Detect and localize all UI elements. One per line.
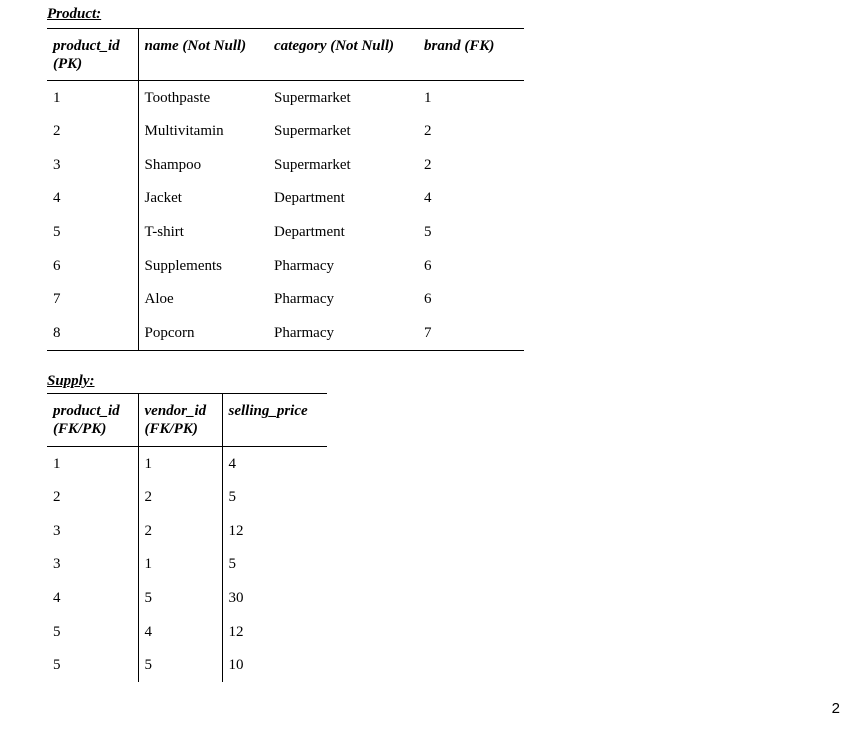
table-row <box>47 615 327 649</box>
supply-header-vendor-id: vendor_id (FK/PK) <box>138 394 222 447</box>
table-cell: 5 <box>138 581 222 615</box>
table-cell: 2 <box>138 480 222 514</box>
table-cell: 2 <box>53 123 61 140</box>
product-header-brand: brand (FK) <box>424 38 495 54</box>
table-cell: 10 <box>222 649 327 683</box>
table-cell: 2 <box>53 489 61 506</box>
table-cell: 8 <box>53 324 61 341</box>
table-row <box>47 249 524 283</box>
table-row <box>47 649 327 683</box>
table-cell: Department <box>274 224 345 241</box>
table-cell: Pharmacy <box>274 291 334 308</box>
table-row <box>47 480 327 514</box>
product-header-name: name (Not Null) <box>138 29 268 81</box>
product-header-row <box>47 29 524 81</box>
supply-header-row <box>47 394 327 447</box>
table-cell: 1 <box>53 455 61 472</box>
table-cell: Toothpaste <box>138 81 268 115</box>
table-cell: 5 <box>222 480 327 514</box>
table-cell: 30 <box>222 581 327 615</box>
product-header-product-id: product_id (PK) <box>53 38 120 72</box>
table-cell: Supermarket <box>274 89 351 106</box>
table-row <box>47 182 524 216</box>
table-cell: Pharmacy <box>274 324 334 341</box>
table-cell: 2 <box>138 514 222 548</box>
table-cell: Supplements <box>138 249 268 283</box>
table-cell: 5 <box>53 623 61 640</box>
product-header-category: category (Not Null) <box>274 38 394 54</box>
table-cell: 1 <box>138 548 222 582</box>
table-cell: 12 <box>222 615 327 649</box>
supply-header-selling-price: selling_price <box>222 394 327 447</box>
table-cell: Department <box>274 190 345 207</box>
table-cell: 1 <box>138 447 222 481</box>
table-cell: 5 <box>424 224 432 241</box>
table-cell: 1 <box>53 89 61 106</box>
table-cell: 12 <box>222 514 327 548</box>
product-body <box>47 81 524 351</box>
table-cell: 4 <box>53 190 61 207</box>
table-cell: 4 <box>222 447 327 481</box>
table-row <box>47 283 524 317</box>
table-cell: 2 <box>424 156 432 173</box>
table-cell: 7 <box>424 324 432 341</box>
table-cell: 6 <box>53 257 61 274</box>
table-cell: 4 <box>424 190 432 207</box>
table-cell: Supermarket <box>274 123 351 140</box>
table-cell: Supermarket <box>274 156 351 173</box>
table-cell: Jacket <box>138 182 268 216</box>
table-row <box>47 81 524 115</box>
table-cell: 3 <box>53 556 61 573</box>
table-cell: 4 <box>53 590 61 607</box>
product-caption: Product: <box>47 6 102 22</box>
table-cell: 6 <box>424 291 432 308</box>
table-cell: 5 <box>53 657 61 674</box>
table-cell: Shampoo <box>138 148 268 182</box>
table-cell: Pharmacy <box>274 257 334 274</box>
table-row <box>47 548 327 582</box>
supply-header-product-id: product_id (FK/PK) <box>53 403 120 437</box>
table-cell: 3 <box>53 156 61 173</box>
table-cell: 3 <box>53 522 61 539</box>
table-cell: 4 <box>138 615 222 649</box>
supply-table <box>47 393 327 682</box>
table-row <box>47 514 327 548</box>
table-cell: 6 <box>424 257 432 274</box>
table-cell: Popcorn <box>138 316 268 350</box>
table-cell: 5 <box>222 548 327 582</box>
supply-body <box>47 447 327 683</box>
table-cell: 2 <box>424 123 432 140</box>
table-row <box>47 447 327 481</box>
table-cell: 1 <box>424 89 432 106</box>
table-cell: Aloe <box>138 283 268 317</box>
page-number: 2 <box>831 700 840 717</box>
table-cell: 7 <box>53 291 61 308</box>
table-row <box>47 114 524 148</box>
table-row <box>47 316 524 350</box>
table-cell: T-shirt <box>138 215 268 249</box>
table-cell: 5 <box>138 649 222 683</box>
product-table <box>47 28 524 351</box>
supply-caption: Supply: <box>47 373 95 389</box>
table-row <box>47 148 524 182</box>
table-row <box>47 215 524 249</box>
table-row <box>47 581 327 615</box>
table-cell: 5 <box>53 224 61 241</box>
table-cell: Multivitamin <box>138 114 268 148</box>
